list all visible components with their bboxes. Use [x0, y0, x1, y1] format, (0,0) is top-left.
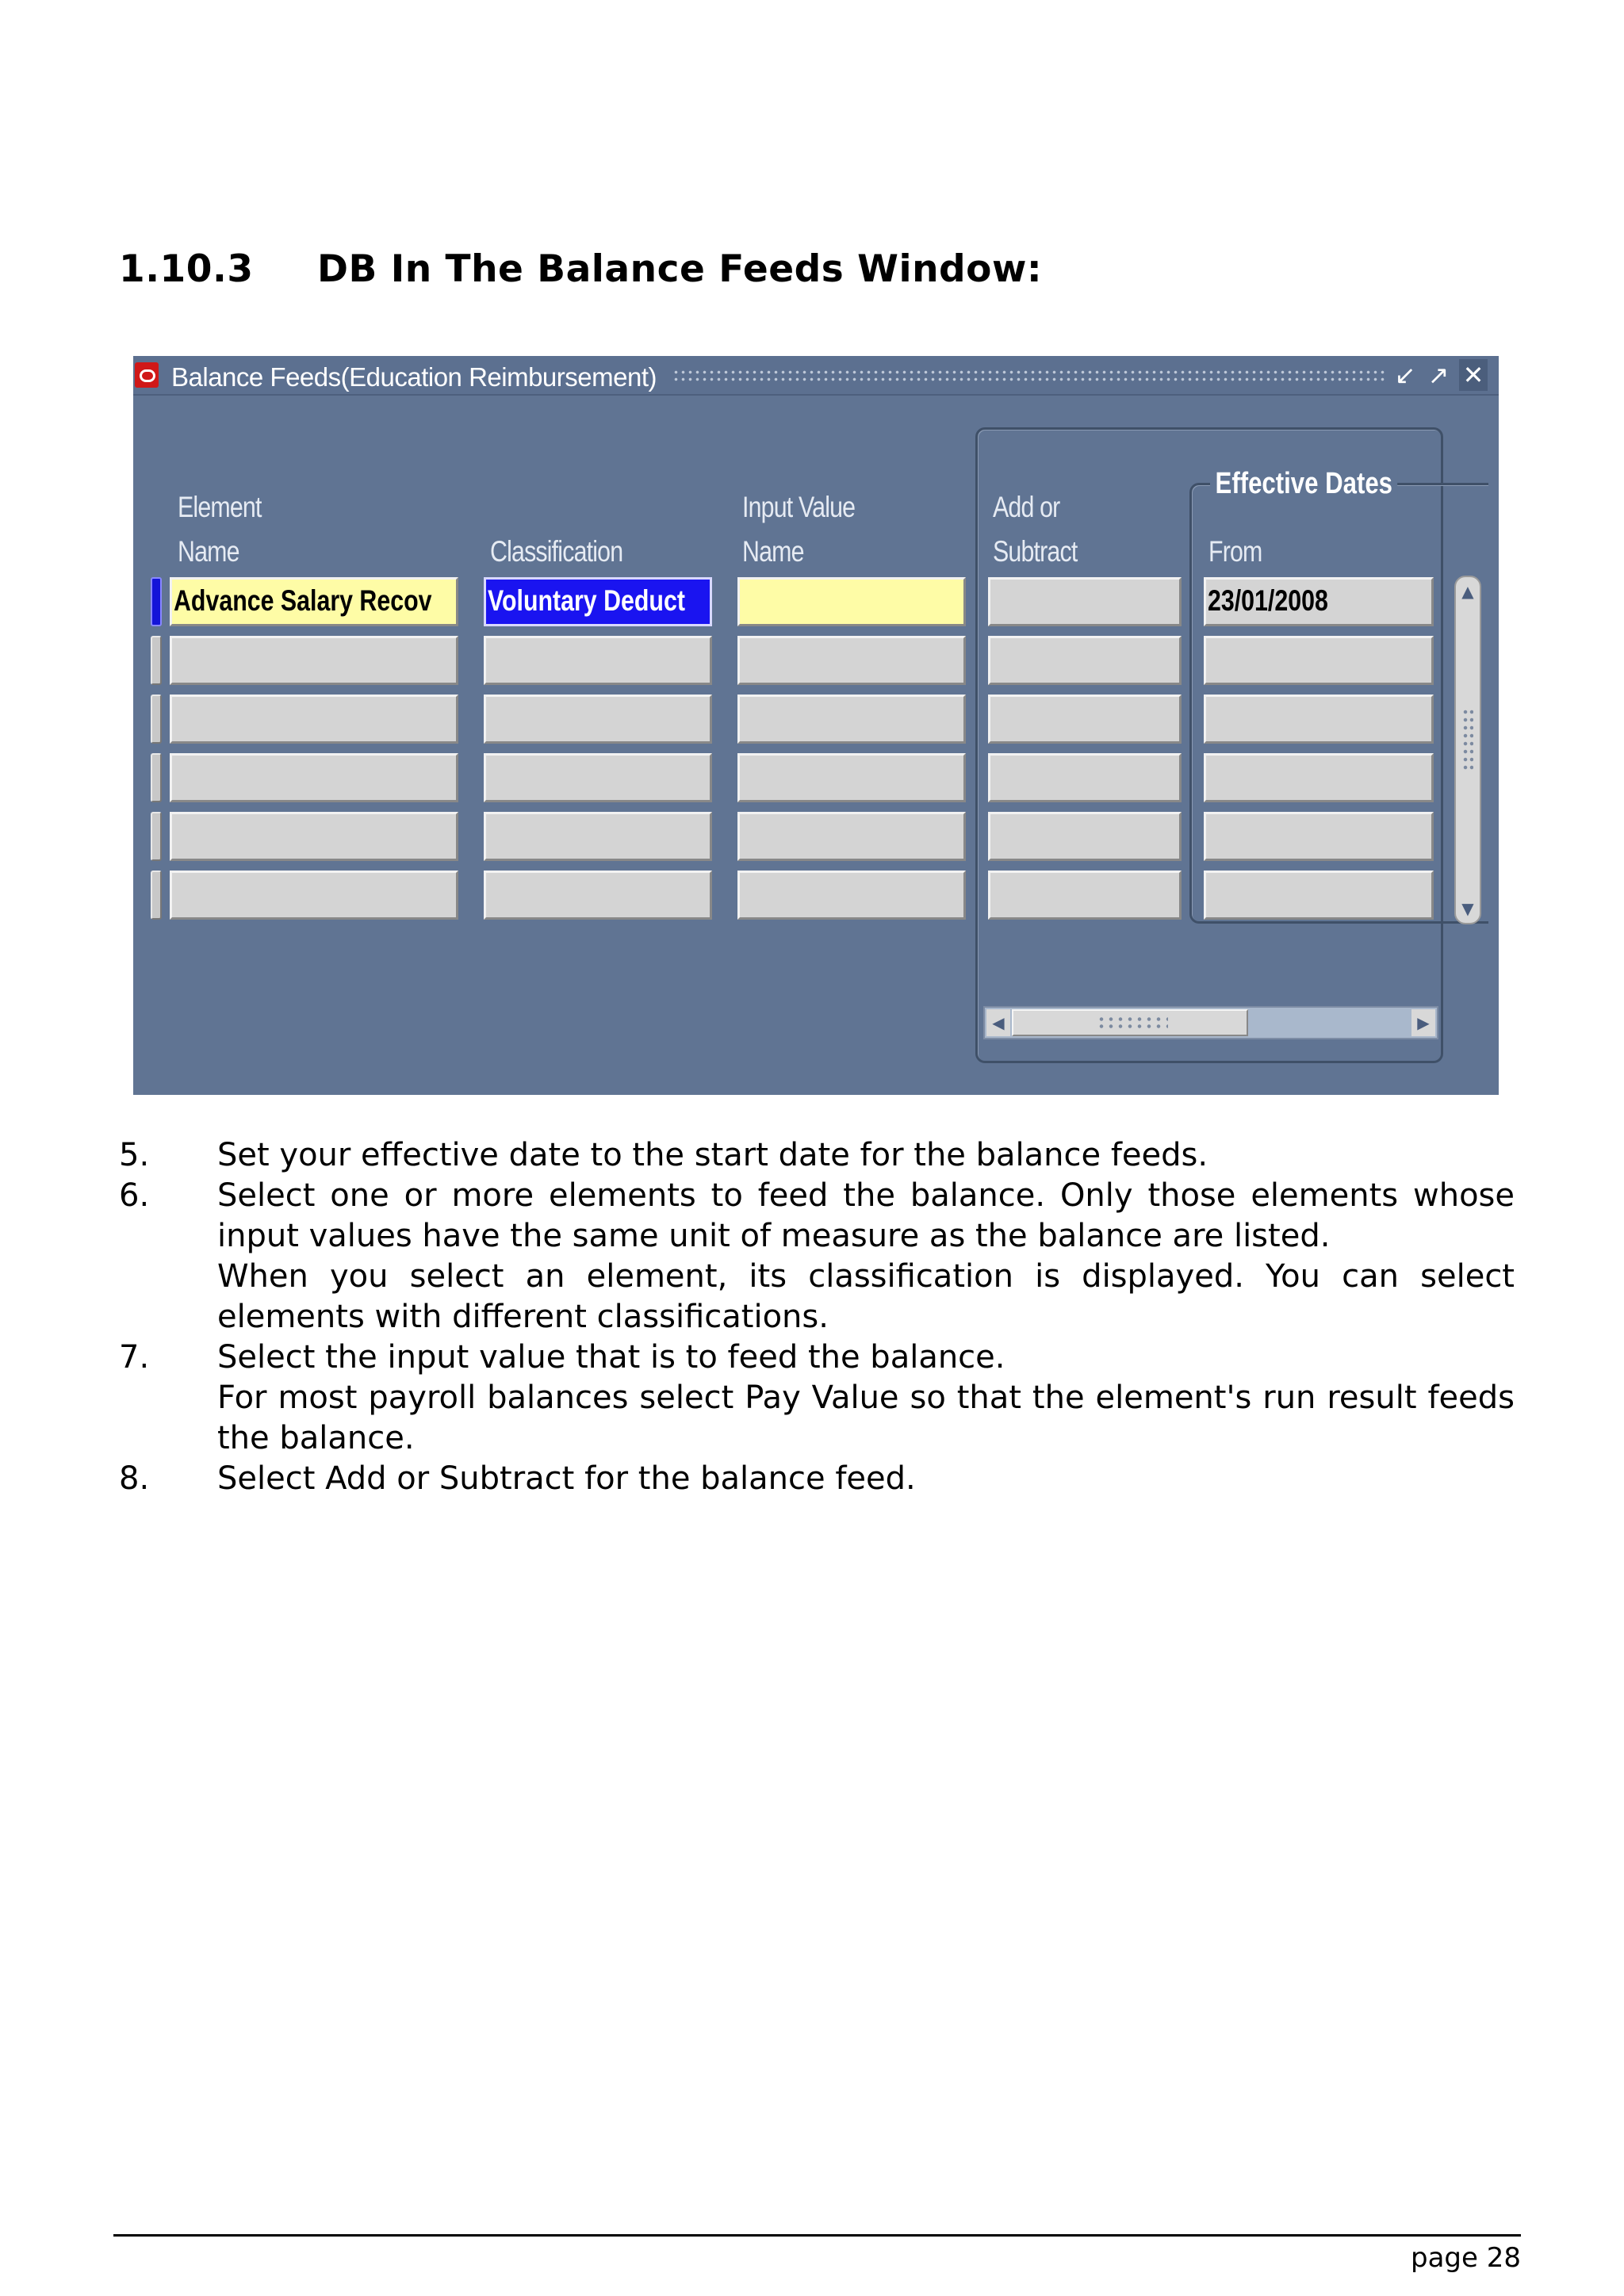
- step-text: Select one or more elements to feed the balance. Only those elements whose input values have the same unit of measure as the balance are listed.: [217, 1177, 1515, 1254]
- element-name-field[interactable]: [170, 812, 458, 861]
- input-value-field[interactable]: [737, 577, 966, 626]
- scroll-up-icon[interactable]: ▲: [1461, 582, 1474, 601]
- classification-field[interactable]: [484, 636, 712, 685]
- section-heading: [119, 247, 1042, 291]
- oracle-logo-icon: [135, 362, 159, 388]
- input-value-field[interactable]: [737, 871, 966, 920]
- effective-from-field[interactable]: [1204, 871, 1434, 920]
- input-value-field[interactable]: [737, 695, 966, 744]
- classification-field[interactable]: [484, 812, 712, 861]
- classification-field[interactable]: [484, 871, 712, 920]
- row-indicator[interactable]: [151, 753, 162, 802]
- scroll-right-icon[interactable]: ▶: [1411, 1009, 1435, 1036]
- effective-from-field[interactable]: 23/01/2008: [1204, 577, 1434, 626]
- effective-dates-title: Effective Dates: [1210, 467, 1398, 501]
- classification-header: Classification: [490, 535, 623, 568]
- add-subtract-header-line2: Subtract: [993, 535, 1078, 568]
- element-name-field[interactable]: Advance Salary Recov: [170, 577, 458, 626]
- titlebar-grip: [672, 369, 1386, 383]
- step-text: Select Add or Subtract for the balance feed.: [217, 1460, 916, 1497]
- step-number: 5.: [119, 1137, 150, 1173]
- element-name-field[interactable]: [170, 636, 458, 685]
- effective-from-field[interactable]: [1204, 812, 1434, 861]
- row-indicator-current[interactable]: [151, 577, 162, 626]
- scroll-down-icon[interactable]: ▼: [1461, 899, 1474, 918]
- input-value-field[interactable]: [737, 812, 966, 861]
- window-title: Balance Feeds(Education Reimbursement): [171, 362, 657, 392]
- add-subtract-header-line1: Add or: [993, 491, 1060, 523]
- page-number: page 28: [1411, 2242, 1521, 2274]
- row-indicator[interactable]: [151, 636, 162, 685]
- classification-field[interactable]: [484, 753, 712, 802]
- step-text: Set your effective date to the start date for the balance feeds.: [217, 1137, 1208, 1173]
- effective-from-field[interactable]: [1204, 695, 1434, 744]
- maximize-icon[interactable]: ↗: [1427, 360, 1450, 390]
- vertical-scrollbar[interactable]: [1454, 576, 1481, 924]
- step-item: [119, 1176, 1515, 1337]
- input-value-field[interactable]: [737, 753, 966, 802]
- step-number: 7.: [119, 1339, 150, 1376]
- balance-feeds-window: [133, 356, 1499, 1095]
- section-title: DB In The Balance Feeds Window:: [317, 247, 1043, 291]
- element-name-field[interactable]: [170, 871, 458, 920]
- effective-from-field[interactable]: [1204, 636, 1434, 685]
- step-number: 6.: [119, 1177, 150, 1214]
- row-indicator[interactable]: [151, 812, 162, 861]
- classification-field[interactable]: Voluntary Deduct: [484, 577, 712, 626]
- window-titlebar[interactable]: [133, 356, 1499, 396]
- element-name-field[interactable]: [170, 753, 458, 802]
- element-header-line2: Name: [178, 535, 239, 568]
- input-value-header-line2: Name: [742, 535, 804, 568]
- horizontal-scrollbar[interactable]: [983, 1006, 1438, 1039]
- section-number: 1.10.3: [119, 247, 254, 291]
- element-header-line1: Element: [178, 491, 262, 523]
- scroll-left-icon[interactable]: ◀: [986, 1009, 1010, 1036]
- footer-divider: [113, 2234, 1521, 2237]
- add-subtract-field[interactable]: [988, 871, 1182, 920]
- input-value-header-line1: Input Value: [742, 491, 856, 523]
- step-note: When you select an element, its classification is displayed. You can select elements with different classifications.: [217, 1258, 1515, 1335]
- from-header: From: [1208, 535, 1262, 568]
- scroll-grip-icon: [1462, 708, 1473, 771]
- horizontal-scroll-thumb[interactable]: [1012, 1009, 1248, 1036]
- step-number: 8.: [119, 1460, 150, 1497]
- add-subtract-field[interactable]: [988, 636, 1182, 685]
- row-indicator[interactable]: [151, 695, 162, 744]
- add-subtract-field[interactable]: [988, 695, 1182, 744]
- input-value-field[interactable]: [737, 636, 966, 685]
- step-text: Select the input value that is to feed the balance.: [217, 1339, 1005, 1376]
- add-subtract-field[interactable]: [988, 753, 1182, 802]
- add-subtract-field[interactable]: [988, 577, 1182, 626]
- minimize-icon[interactable]: ↙: [1394, 360, 1416, 390]
- close-icon[interactable]: ✕: [1459, 359, 1488, 391]
- instruction-list: [119, 1135, 1515, 1499]
- effective-from-field[interactable]: [1204, 753, 1434, 802]
- add-subtract-field[interactable]: [988, 812, 1182, 861]
- step-item: [119, 1459, 1515, 1499]
- step-item: [119, 1135, 1515, 1176]
- scroll-grip-icon: [1097, 1016, 1168, 1031]
- row-indicator[interactable]: [151, 871, 162, 920]
- classification-field[interactable]: [484, 695, 712, 744]
- step-item: [119, 1337, 1515, 1459]
- step-note: For most payroll balances select Pay Value so that the element's run result feeds the balance.: [217, 1380, 1515, 1456]
- element-name-field[interactable]: [170, 695, 458, 744]
